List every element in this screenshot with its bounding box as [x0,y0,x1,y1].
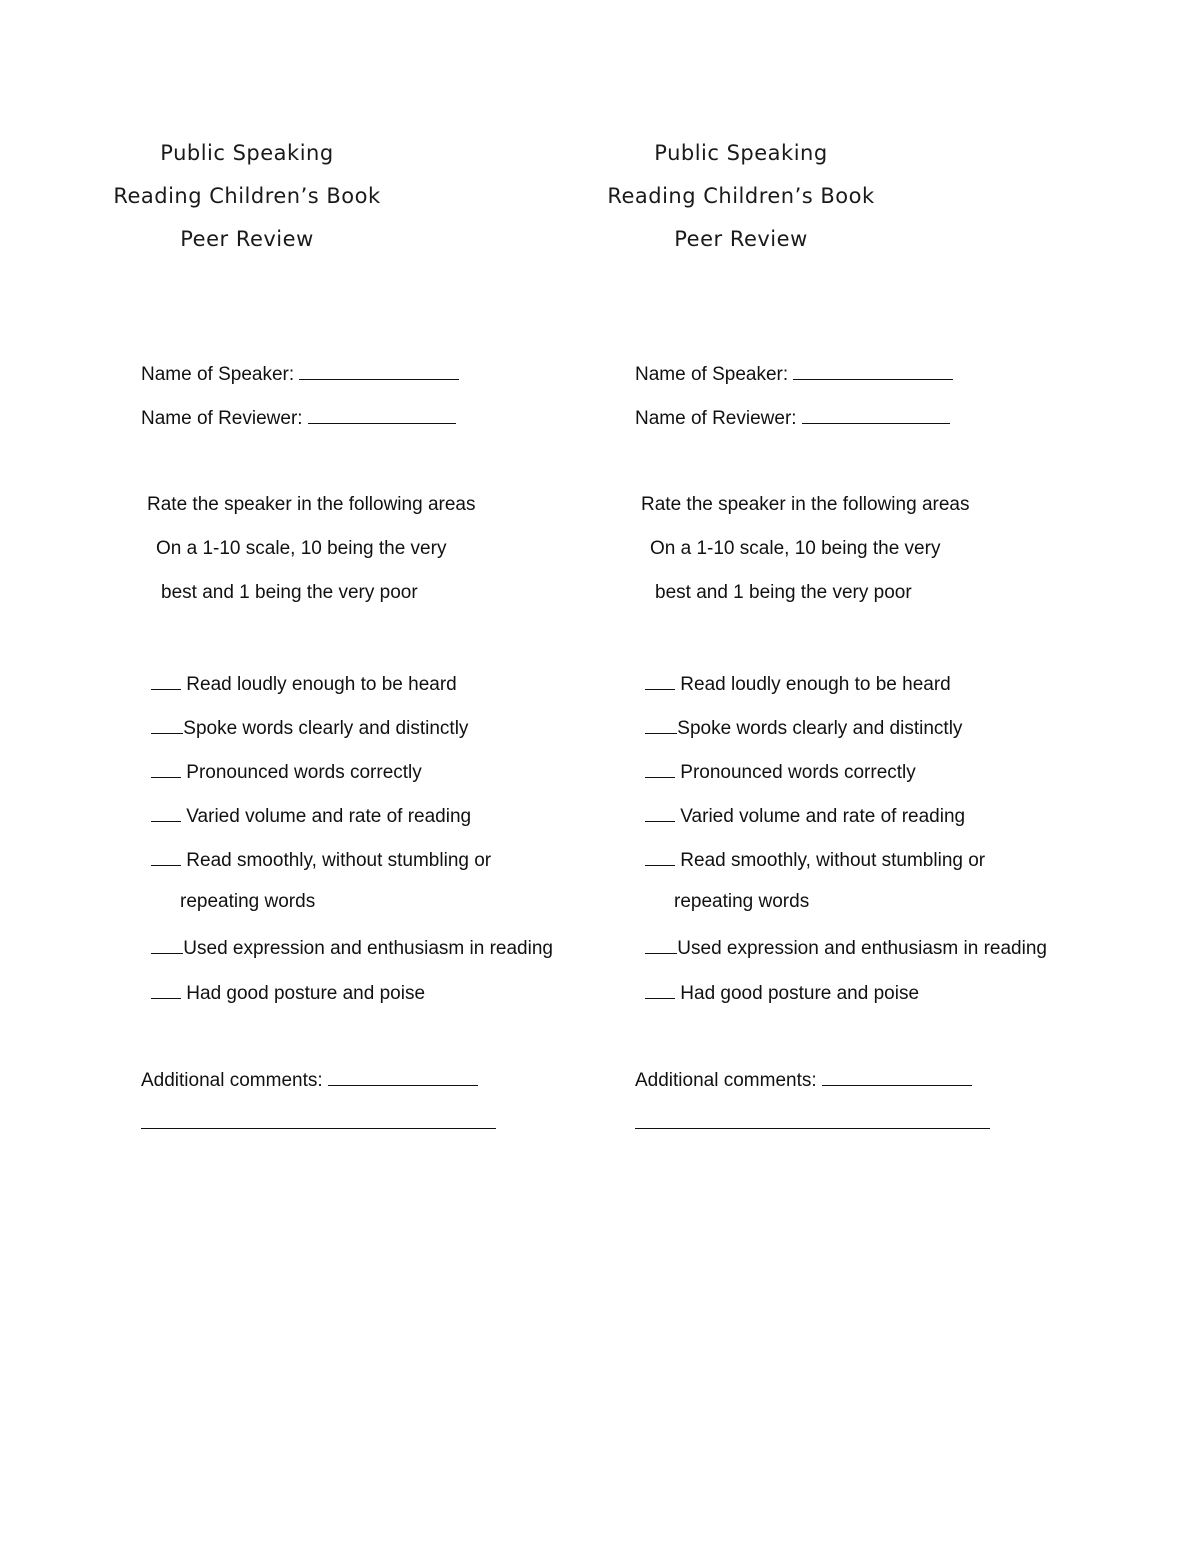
instruction-line: On a 1-10 scale, 10 being the very [650,538,941,559]
instruction-line: best and 1 being the very poor [161,582,418,603]
criterion-row [151,715,468,740]
speaker-name-row [141,361,459,386]
rating-blank[interactable] [645,803,675,822]
criterion-row [645,671,951,696]
criterion-label: Read loudly enough to be heard [186,674,457,695]
criterion-row [151,980,425,1005]
criterion-row [645,759,916,784]
criterion-row [645,715,962,740]
criterion-label: Read loudly enough to be heard [680,674,951,695]
comments-label: Additional comments: [141,1070,323,1091]
rating-blank[interactable] [645,715,677,734]
criterion-label: Read smoothly, without stumbling or [186,850,492,871]
criterion-label: Pronounced words correctly [186,762,422,783]
criterion-label: Used expression and enthusiasm in reading [677,938,1047,959]
rating-blank[interactable] [645,980,675,999]
criterion-row [151,847,491,872]
comments-line[interactable] [635,1128,990,1129]
rating-blank[interactable] [645,759,675,778]
criterion-label: Had good posture and poise [680,983,920,1004]
peer-review-form-left [0,0,553,1553]
comments-field[interactable] [328,1067,478,1086]
speaker-name-field[interactable] [793,361,953,380]
form-title: Public Speaking [160,141,334,165]
rating-blank[interactable] [151,935,183,954]
form-subtitle: Reading Children’s Book [113,184,381,208]
criterion-label: Used expression and enthusiasm in reading [183,938,553,959]
criterion-row [151,803,471,828]
reviewer-name-row [635,405,950,430]
reviewer-name-label: Name of Reviewer: [635,408,797,429]
instruction-line: On a 1-10 scale, 10 being the very [156,538,447,559]
reviewer-name-field[interactable] [308,405,456,424]
criterion-continuation: repeating words [180,891,316,912]
criterion-label: Had good posture and poise [186,983,426,1004]
instruction-line: Rate the speaker in the following areas [147,494,476,515]
criterion-row [645,803,965,828]
comments-field[interactable] [822,1067,972,1086]
form-heading: Peer Review [180,227,314,251]
comments-label: Additional comments: [635,1070,817,1091]
peer-review-form-right [494,0,1047,1553]
criterion-row [645,847,985,872]
form-heading: Peer Review [674,227,808,251]
criterion-label: Spoke words clearly and distinctly [183,718,469,739]
rating-blank[interactable] [645,847,675,866]
rating-blank[interactable] [151,671,181,690]
criterion-label: Read smoothly, without stumbling or [680,850,986,871]
form-subtitle: Reading Children’s Book [607,184,875,208]
rating-blank[interactable] [151,980,181,999]
criterion-label: Varied volume and rate of reading [186,806,472,827]
criterion-row [151,759,422,784]
speaker-name-field[interactable] [299,361,459,380]
criterion-row [151,671,457,696]
rating-blank[interactable] [151,803,181,822]
speaker-name-label: Name of Speaker: [635,364,789,385]
rating-blank[interactable] [645,671,675,690]
comments-row [141,1067,478,1092]
form-title: Public Speaking [654,141,828,165]
criterion-row [645,980,919,1005]
comments-line[interactable] [141,1128,496,1129]
reviewer-name-field[interactable] [802,405,950,424]
criterion-row [151,935,553,960]
instruction-line: best and 1 being the very poor [655,582,912,603]
rating-blank[interactable] [151,759,181,778]
rating-blank[interactable] [151,715,183,734]
criterion-label: Spoke words clearly and distinctly [677,718,963,739]
reviewer-name-row [141,405,456,430]
rating-blank[interactable] [645,935,677,954]
speaker-name-row [635,361,953,386]
rating-blank[interactable] [151,847,181,866]
criterion-row [645,935,1047,960]
speaker-name-label: Name of Speaker: [141,364,295,385]
criterion-continuation: repeating words [674,891,810,912]
reviewer-name-label: Name of Reviewer: [141,408,303,429]
instruction-line: Rate the speaker in the following areas [641,494,970,515]
criterion-label: Varied volume and rate of reading [680,806,966,827]
criterion-label: Pronounced words correctly [680,762,916,783]
comments-row [635,1067,972,1092]
